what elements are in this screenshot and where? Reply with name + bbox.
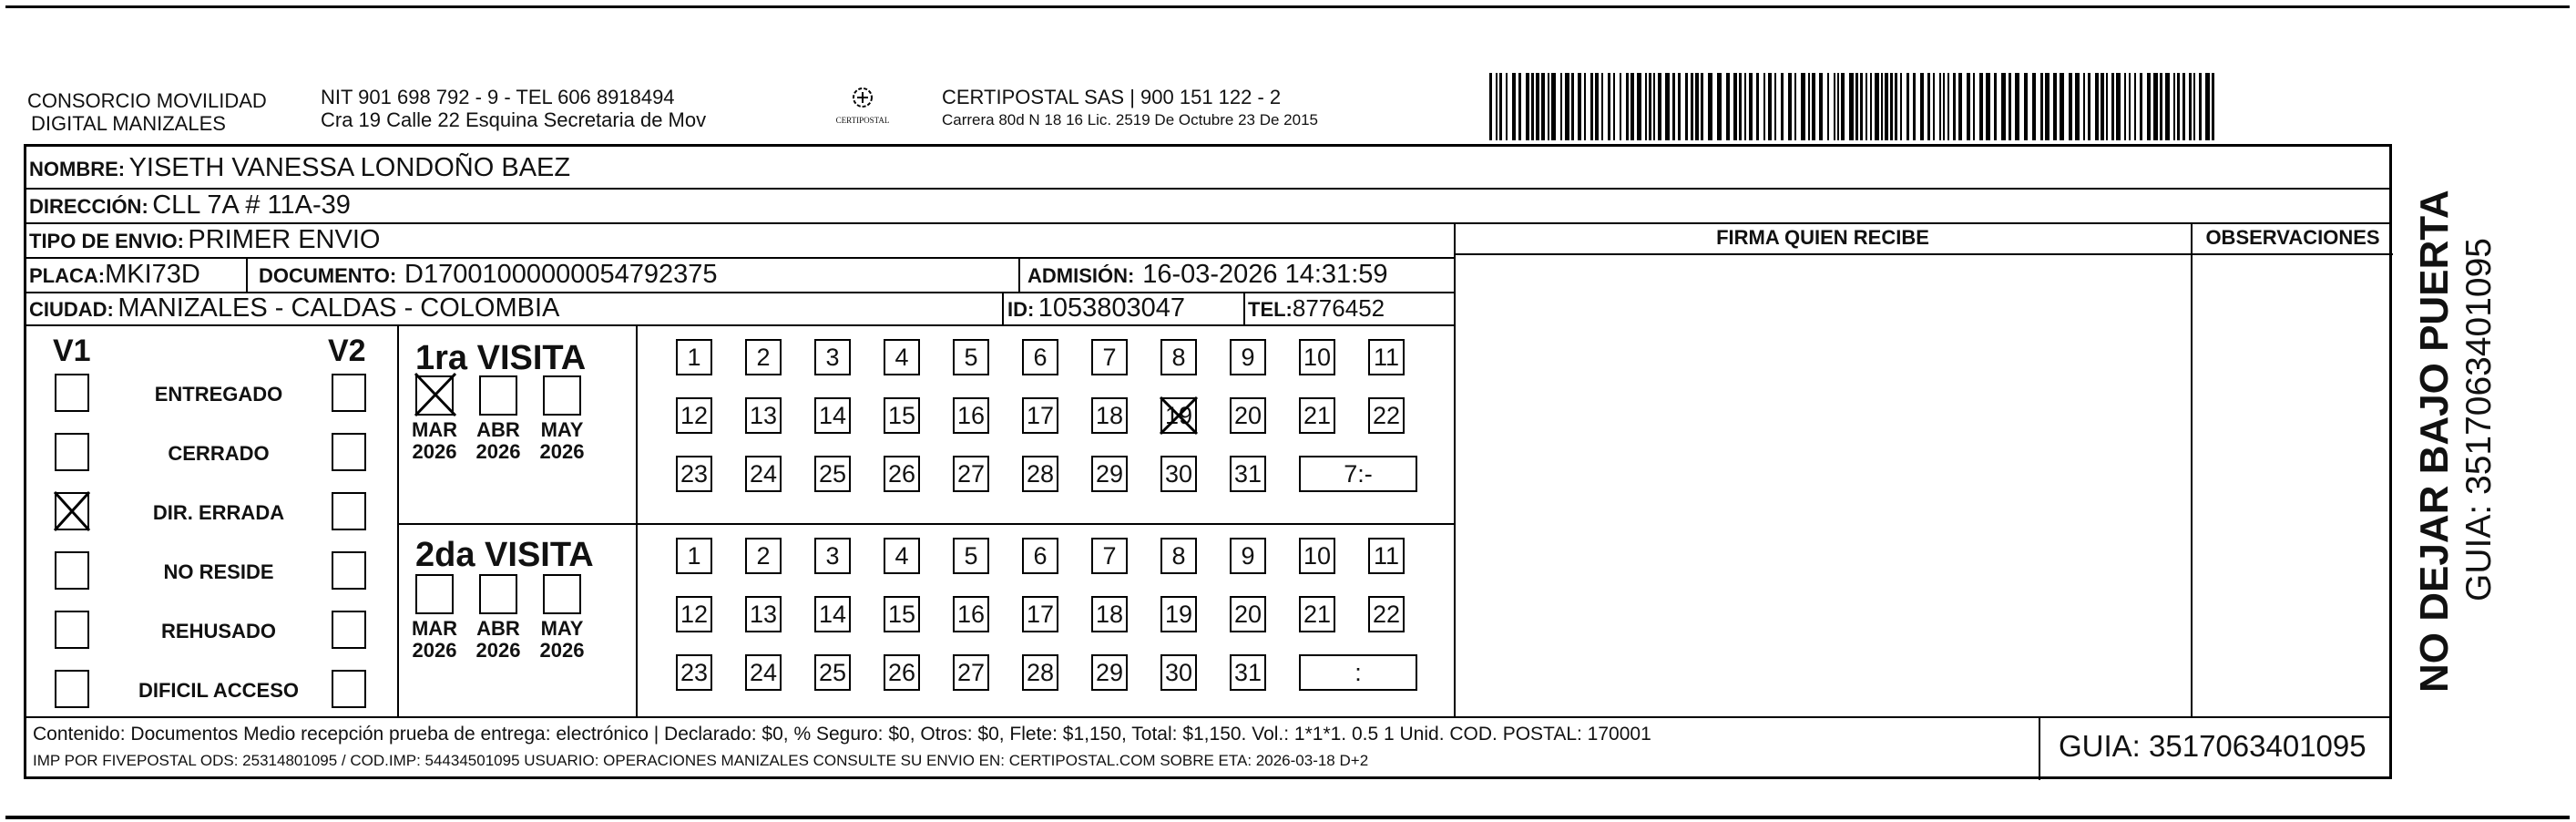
barcode-bar [1933, 73, 1935, 140]
visit2-day-box[interactable]: 21 [1299, 596, 1335, 632]
barcode-bar [2140, 73, 2142, 140]
v2-checkbox[interactable] [332, 611, 366, 649]
barcode-bar [1860, 73, 1863, 140]
v1-label: V1 [53, 334, 91, 368]
barcode-bar [1801, 73, 1805, 140]
barcode-bar [1768, 73, 1772, 140]
v2-checkbox[interactable] [332, 374, 366, 412]
barcode-bar [1855, 73, 1858, 140]
no-dejar-warning: NO DEJAR BAJO PUERTA [2412, 190, 2457, 693]
visit1-title: 1ra VISITA [415, 339, 587, 377]
visit1-day-box[interactable]: 25 [814, 456, 851, 492]
barcode-bar [2001, 73, 2006, 140]
visit1-day-box[interactable]: 28 [1022, 456, 1058, 492]
barcode-bar [1986, 73, 1990, 140]
name-row: NOMBRE: YISETH VANESSA LONDOÑO BAEZ [29, 153, 571, 182]
visit1-day-box[interactable]: 8 [1160, 339, 1197, 375]
visit2-month-box[interactable] [479, 574, 517, 614]
barcode-bar [1726, 73, 1730, 140]
barcode-bar [1645, 73, 1647, 140]
visit1-day-box[interactable]: 11 [1368, 339, 1405, 375]
barcode-bar [2205, 73, 2210, 140]
barcode-bar [1536, 73, 1539, 140]
barcode-bar [2069, 73, 2072, 140]
barcode-bar [1695, 73, 1699, 140]
visit1-day-box[interactable]: 14 [814, 397, 851, 434]
barcode-bar [1717, 73, 1722, 140]
barcode-bar [2153, 73, 2158, 140]
visit1-day-box[interactable]: 22 [1368, 397, 1405, 434]
admission-field: ADMISIÓN: 16-03-2026 14:31:59 [1027, 260, 1388, 289]
visit2-month-box[interactable] [543, 574, 581, 614]
barcode-bar [1913, 73, 1916, 140]
visit2-day-box[interactable]: 10 [1299, 538, 1335, 574]
visit2-day-box[interactable]: 3 [814, 538, 851, 574]
visit2-day-box[interactable]: 24 [745, 654, 782, 691]
barcode-bar [1749, 73, 1753, 140]
logo-icon [849, 84, 876, 111]
visit1-day-box[interactable]: 31 [1230, 456, 1266, 492]
barcode-bar [1672, 73, 1675, 140]
visit1-day-box[interactable]: 29 [1091, 456, 1128, 492]
barcode-bar [2075, 73, 2080, 140]
side-guia: GUIA: 3517063401095 [2459, 238, 2499, 601]
barcode-bar [1895, 73, 1897, 140]
visit2-day-box[interactable]: 11 [1368, 538, 1405, 574]
visit2-day-box[interactable]: 23 [676, 654, 712, 691]
barcode-bar [1512, 73, 1516, 140]
barcode-bar [2045, 73, 2050, 140]
barcode-bar [2165, 73, 2170, 140]
barcode-bar [1551, 73, 1556, 140]
barcode-bar [1541, 73, 1545, 140]
barcode-bar [2147, 73, 2151, 140]
address-row: DIRECCIÓN: CLL 7A # 11A-39 [29, 190, 351, 220]
carrier-info: CERTIPOSTAL SAS | 900 151 122 - 2 Carrera 80d N 18 16 Lic. 2519 De Octubre 23 De 2015 [942, 86, 1318, 128]
barcode-bar [2199, 73, 2202, 140]
barcode-bar [1531, 73, 1534, 140]
barcode-bar [1927, 73, 1930, 140]
barcode-bar [1733, 73, 1737, 140]
visit1-day-box[interactable]: 15 [884, 397, 920, 434]
v1-checkbox[interactable] [55, 551, 89, 590]
id-field: ID: 1053803047 [1007, 293, 1186, 323]
visit1-month-label: MAY 2026 [539, 418, 585, 463]
visit1-day-box[interactable]: 9 [1230, 339, 1266, 375]
barcode-bar [1900, 73, 1902, 140]
barcode-bar [1953, 73, 1956, 140]
visit2-day-box[interactable]: 16 [953, 596, 989, 632]
barcode-bar [2189, 73, 2192, 140]
v1-checkbox[interactable] [55, 670, 89, 708]
barcode-bar [1653, 73, 1655, 140]
visit2-day-box[interactable]: 31 [1230, 654, 1266, 691]
barcode-bar [1812, 73, 1815, 140]
visit1-day-box[interactable]: 23 [676, 456, 712, 492]
barcode-bar [2106, 73, 2108, 140]
footer-print-info: IMP POR FIVEPOSTAL ODS: 25314801095 / COD.IMP: 54434501095 USUARIO: OPERACIONES MANIZALES CONSULTE SU ENVIO EN: CERTIPOSTAL.COM SOBRE ETA: 2026-03-18 D+2 [33, 752, 1369, 769]
barcode-bar [1939, 73, 1941, 140]
visit1-day-box[interactable]: 6 [1022, 339, 1058, 375]
barcode-bar [2160, 73, 2162, 140]
barcode-bar [1866, 73, 1867, 140]
barcode-bar [1756, 73, 1759, 140]
barcode-bar [1943, 73, 1945, 140]
barcode-bar [2083, 73, 2085, 140]
barcode-bar [1584, 73, 1586, 140]
visit2-day-box[interactable]: 5 [953, 538, 989, 574]
barcode-bar [2173, 73, 2175, 140]
visit2-day-box[interactable]: 2 [745, 538, 782, 574]
barcode-bar [2111, 73, 2114, 140]
visit2-day-box[interactable]: 29 [1091, 654, 1128, 691]
barcode-bar [2212, 73, 2214, 140]
visit1-day-box[interactable]: 5 [953, 339, 989, 375]
barcode-bar [1849, 73, 1854, 140]
status-label: ENTREGADO [154, 383, 283, 406]
barcode-bar [1499, 73, 1502, 140]
visit1-month-label: MAR 2026 [411, 418, 458, 463]
barcode-bar [1979, 73, 1983, 140]
signature-header: FIRMA QUIEN RECIBE [1716, 226, 1929, 249]
barcode-bar [1601, 73, 1603, 140]
visit2-day-box[interactable]: 30 [1160, 654, 1197, 691]
barcode-bar [1691, 73, 1693, 140]
barcode-bar [2095, 73, 2099, 140]
visit1-day-box[interactable]: 2 [745, 339, 782, 375]
barcode-bar [2124, 73, 2126, 140]
barcode-bar [1808, 73, 1810, 140]
barcode-bar [1620, 73, 1621, 140]
visit2-time-box[interactable]: : [1299, 654, 1417, 691]
visit2-day-box[interactable]: 27 [953, 654, 989, 691]
barcode-bar [1885, 73, 1888, 140]
barcode-bar [1875, 73, 1879, 140]
tel-field: TEL:8776452 [1248, 294, 1385, 322]
barcode-bar [1590, 73, 1593, 140]
barcode-bar [2024, 73, 2028, 140]
x-check-mark [51, 488, 93, 534]
barcode-bar [1708, 73, 1712, 140]
barcode-bar [1506, 73, 1508, 140]
visit1-month-label: ABR 2026 [475, 418, 521, 463]
visit2-day-box[interactable]: 9 [1230, 538, 1266, 574]
barcode-bar [1788, 73, 1792, 140]
barcode-bar [1626, 73, 1629, 140]
visit1-day-box[interactable]: 17 [1022, 397, 1058, 434]
barcode-bar [1496, 73, 1498, 140]
visit2-month-label: MAY 2026 [539, 617, 585, 662]
visit1-day-box[interactable]: 21 [1299, 397, 1335, 434]
barcode-bar [1701, 73, 1703, 140]
document-field: DOCUMENTO: D17001000000054792375 [259, 260, 718, 289]
barcode-bar [1870, 73, 1872, 140]
barcode-bar [1841, 73, 1845, 140]
x-check-mark [1157, 394, 1201, 437]
status-label: CERRADO [168, 442, 270, 465]
v2-label: V2 [328, 334, 366, 368]
city-row: CIUDAD: MANIZALES - CALDAS - COLOMBIA [29, 293, 560, 323]
barcode-bar [2015, 73, 2019, 140]
barcode-bar [1685, 73, 1688, 140]
barcode [1489, 73, 2218, 140]
visit1-day-box[interactable]: 30 [1160, 456, 1197, 492]
barcode-bar [1906, 73, 1909, 140]
barcode-bar [1658, 73, 1661, 140]
barcode-bar [1834, 73, 1835, 140]
v2-checkbox[interactable] [332, 670, 366, 708]
v1-checkbox[interactable] [55, 433, 89, 471]
visit1-day-box[interactable]: 3 [814, 339, 851, 375]
barcode-bar [2040, 73, 2043, 140]
barcode-bar [1994, 73, 1997, 140]
barcode-bar [2182, 73, 2185, 140]
visit2-day-box[interactable]: 15 [884, 596, 920, 632]
visit1-day-box[interactable]: 7 [1091, 339, 1128, 375]
barcode-bar [1973, 73, 1975, 140]
barcode-bar [1548, 73, 1549, 140]
barcode-bar [1595, 73, 1599, 140]
company-name: CONSORCIO MOVILIDAD DIGITAL MANIZALES [27, 89, 267, 135]
barcode-bar [1608, 73, 1610, 140]
barcode-bar [2032, 73, 2036, 140]
barcode-bar [1518, 73, 1521, 140]
signature-area[interactable] [1457, 257, 2188, 714]
barcode-bar [2053, 73, 2057, 140]
barcode-bar [1890, 73, 1893, 140]
barcode-bar [2060, 73, 2064, 140]
visit2-day-box[interactable]: 17 [1022, 596, 1058, 632]
barcode-bar [1630, 73, 1634, 140]
barcode-bar [1881, 73, 1883, 140]
visit1-day-box[interactable]: 13 [745, 397, 782, 434]
barcode-bar [1958, 73, 1962, 140]
visit1-time-box[interactable]: 7:- [1299, 456, 1417, 492]
visit2-day-box[interactable]: 19 [1160, 596, 1197, 632]
visit2-day-box[interactable]: 14 [814, 596, 851, 632]
observations-area[interactable] [2194, 257, 2389, 714]
guia-number: GUIA: 3517063401095 [2059, 729, 2366, 763]
barcode-bar [2101, 73, 2104, 140]
barcode-bar [1819, 73, 1823, 140]
visit1-day-box[interactable]: 16 [953, 397, 989, 434]
visit2-day-box[interactable]: 4 [884, 538, 920, 574]
barcode-bar [2134, 73, 2136, 140]
visit2-month-label: ABR 2026 [475, 617, 521, 662]
visit2-day-box[interactable]: 6 [1022, 538, 1058, 574]
observations-header: OBSERVACIONES [2205, 226, 2380, 249]
visit1-day-box[interactable]: 24 [745, 456, 782, 492]
barcode-bar [1678, 73, 1681, 140]
visit2-day-box[interactable]: 18 [1091, 596, 1128, 632]
type-row: TIPO DE ENVIO: PRIMER ENVIO [29, 225, 381, 254]
v2-checkbox[interactable] [332, 492, 366, 530]
visit2-title: 2da VISITA [415, 536, 594, 574]
barcode-bar [1781, 73, 1784, 140]
visit1-day-box[interactable]: 19 [1160, 397, 1197, 434]
v1-checkbox[interactable] [55, 611, 89, 649]
visit2-month-box[interactable] [415, 574, 454, 614]
barcode-bar [1489, 73, 1492, 140]
status-label: DIFICIL ACCESO [138, 679, 299, 702]
barcode-bar [2177, 73, 2180, 140]
v1-checkbox[interactable] [55, 374, 89, 412]
certipostal-logo: CERTIPOSTAL [831, 84, 894, 125]
visit1-month-box[interactable] [479, 375, 517, 416]
v2-checkbox[interactable] [332, 551, 366, 590]
barcode-bar [1649, 73, 1651, 140]
visit2-day-box[interactable]: 7 [1091, 538, 1128, 574]
visit2-day-box[interactable]: 20 [1230, 596, 1266, 632]
visit1-month-box[interactable] [543, 375, 581, 416]
barcode-bar [1947, 73, 1949, 140]
visit2-day-box[interactable]: 25 [814, 654, 851, 691]
barcode-bar [1560, 73, 1562, 140]
visit2-day-box[interactable]: 22 [1368, 596, 1405, 632]
visit1-day-box[interactable]: 10 [1299, 339, 1335, 375]
visit1-day-box[interactable]: 1 [676, 339, 712, 375]
barcode-bar [1578, 73, 1581, 140]
visit1-day-box[interactable]: 18 [1091, 397, 1128, 434]
visit2-day-box[interactable]: 26 [884, 654, 920, 691]
barcode-bar [1837, 73, 1839, 140]
barcode-bar [1920, 73, 1924, 140]
barcode-bar [1565, 73, 1569, 140]
x-check-mark [412, 370, 459, 419]
barcode-bar [2129, 73, 2131, 140]
visit1-day-box[interactable]: 20 [1230, 397, 1266, 434]
barcode-bar [1613, 73, 1615, 140]
barcode-bar [2193, 73, 2195, 140]
barcode-bar [1763, 73, 1765, 140]
visit1-day-box[interactable]: 4 [884, 339, 920, 375]
barcode-bar [1571, 73, 1574, 140]
barcode-bar [1739, 73, 1742, 140]
barcode-bar [2116, 73, 2121, 140]
visit2-day-box[interactable]: 1 [676, 538, 712, 574]
visit2-day-box[interactable]: 12 [676, 596, 712, 632]
barcode-bar [1827, 73, 1829, 140]
barcode-bar [1637, 73, 1641, 140]
status-label: DIR. ERRADA [152, 501, 285, 524]
barcode-bar [1526, 73, 1529, 140]
status-label: REHUSADO [161, 620, 276, 642]
visit2-day-box[interactable]: 28 [1022, 654, 1058, 691]
barcode-bar [1744, 73, 1746, 140]
visit2-day-box[interactable]: 8 [1160, 538, 1197, 574]
visit2-day-box[interactable]: 13 [745, 596, 782, 632]
barcode-bar [2009, 73, 2011, 140]
visit1-day-box[interactable]: 27 [953, 456, 989, 492]
visit1-day-box[interactable]: 26 [884, 456, 920, 492]
status-label: NO RESIDE [163, 560, 274, 583]
visit2-month-label: MAR 2026 [411, 617, 458, 662]
company-contact: NIT 901 698 792 - 9 - TEL 606 8918494 Cra 19 Calle 22 Esquina Secretaria de Mov [321, 86, 707, 131]
barcode-bar [2088, 73, 2090, 140]
barcode-bar [1665, 73, 1670, 140]
plate-field: PLACA:MKI73D [29, 260, 200, 289]
barcode-bar [1774, 73, 1776, 140]
visit1-day-box[interactable]: 12 [676, 397, 712, 434]
footer-content: Contenido: Documentos Medio recepción prueba de entrega: electrónico | Declarado: $0, % Seguro: $0, Otros: $0, Flete: $1,150, Total: $1,150. Vol.: 1*1*1. 0.5 1 Unid. COD. POSTAL: 170001 [33, 724, 1651, 745]
v2-checkbox[interactable] [332, 433, 366, 471]
barcode-bar [1967, 73, 1970, 140]
barcode-bar [1794, 73, 1796, 140]
